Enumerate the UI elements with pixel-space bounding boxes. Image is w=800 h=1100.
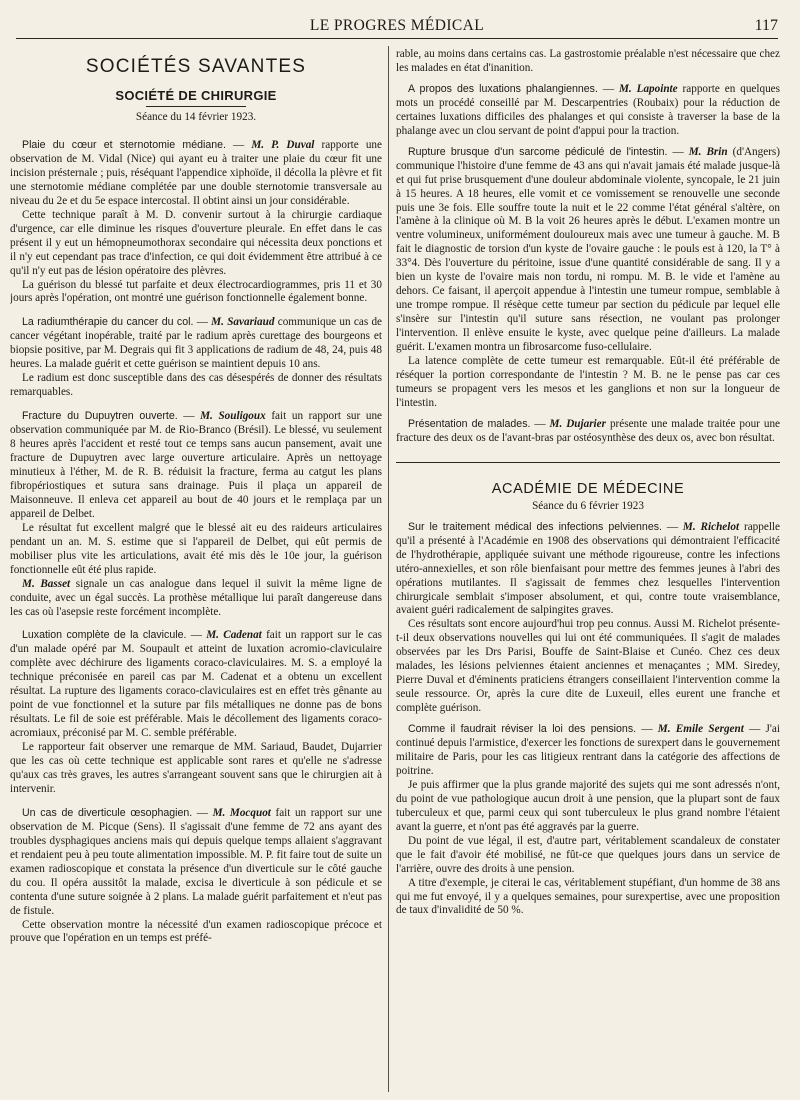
academy-session-date: Séance du 6 février 1923 (532, 499, 644, 512)
article (10, 139, 382, 306)
article-author: M. Richelot (682, 520, 740, 533)
article-author: M. Basset (22, 577, 71, 590)
article-lead: Plaie du cœur et sternotomie médiane. (22, 139, 226, 151)
paragraph: Comme il faudrait réviser la loi des pensions. — M. Emile Sergent — J'ai continué depuis l'armistice, d'exercer les fonctions de surexpert dans le gouvernement militaire de Paris, pour les cas litigieux rentrant dans la catégorie des affections de poitrine. (396, 723, 780, 777)
paragraph: M. Basset signale un cas analogue dans lequel il suivit la même ligne de conduite, avec un égal succès. La prothèse métallique lui paraît dangereuse dans les cas où l'asepsie reste forcément incomplète. (10, 577, 382, 618)
article-author: M. P. Duval (251, 139, 315, 151)
right-column (396, 48, 780, 1096)
section-separator (396, 462, 780, 463)
paragraph: Présentation de malades. — M. Dujarier présente une malade traitée pour une fracture des deux os de l'avant-bras par ostéosynthèse des deux os, avec bon résultat. (396, 417, 780, 444)
article-author: M. Dujarier (549, 417, 606, 430)
article-lead: Sur le traitement médical des infections pelviennes. (408, 520, 662, 533)
title-rule (146, 106, 246, 107)
paragraph: Rupture brusque d'un sarcome pédiculé de l'intestin. — M. Brin (d'Angers) communique l'histoire d'une femme de 43 ans qui n'avait jamais été malade jusque-là et qui fut prise brusquement d'une douleur abdominale violente, syncopale, le 21 juin à 15 heures. A 18 heures, elle vomit et ce vomissement se renouvelle une seconde puis une 3e fois. Elle souffre toute la nuit et le 22 comme l'état général s'altère, on l'amène à la clinique où M. B la voit 26 heures après le début. L'examen montre un ventre volumineux, uniformément douloureux mais avec une tumeur à gauche. M. B fait le diagnostic de torsion d'un kyste de l'ovaire gauche : le pouls est à 120, la T° à 33°4. Dès l'ouverture du péritoine, issue d'une quantité considérable de sang. Il y a bien un kyste de l'ovaire mais non tordu, ni rompu. M. B. le vide et l'amène au dehors. Ce faisant, il aperçoit appendue à l'intestin une tumeur rompue, semblable à une trompe rompue. Il résèque cette tumeur par section du pédicule par lequel elle s'insère sur l'intestin qu'il suture sans résection, ne voulant pas prolonger l'intervention. Il enlève ensuite le kyste, avec quelque peine d'ailleurs. La malade guérit. L'examen montra un fibrosarcome fuso-cellulaire. (396, 145, 780, 354)
paragraph: Je puis affirmer que la plus grande majorité des sujets qui me sont adressés n'ont, du point de vue pathologique aucun droit à une pension, que la plupart sont de faux tuberculeux et que, parmi ceux qui sont tuberculeux le plus grand nombre l'étaient avant la guerre, et n'ont pas été aggravés par la guerre. (396, 778, 780, 833)
paragraph: Un cas de diverticule œsophagien. — M. Mocquot fait un rapport sur une observation de M. Picque (Sens). Il s'agissait d'une femme de 72 ans ayant des troubles dysphagiques anciens mais qui depuis quelque temps allaient s'aggravant et rendaient peu à peu toute alimentation impossible. M. P. fit faire tout de suite un examen radioscopique et constata la présence d'un diverticule sur le côté gauche du cou. Il opéra aussitôt la malade, excisa le diverticule à son pédicule et se contenta d'une suture soignée à 2 plans. La malade guérit parfaitement et n'eut pas de fistule. (10, 806, 382, 917)
paragraph: Du point de vue légal, il est, d'autre part, véritablement scandaleux de constater que le fait d'avoir été mobilisé, ne fût-ce que quelques jours dans un service de l'arrière, ouvre des droits à une pension. (396, 834, 780, 875)
session-date: Séance du 14 février 1923. (135, 111, 257, 123)
article-lead: Fracture du Dupuytren ouverte. (22, 410, 178, 423)
paragraph: Cette observation montre la nécessité d'un examen radioscopique précoce et prouve que l'opération en un temps est préfé- (10, 918, 382, 945)
article-author: M. Cadenat (206, 629, 262, 642)
left-column (10, 48, 382, 1096)
article-lead: Présentation de malades. (408, 417, 531, 430)
paragraph: Plaie du cœur et sternotomie médiane. — M. P. Duval rapporte une observation de M. Vidal (Nice) qui ayant eu à traiter une plaie du cœur fit une incision présternale ; puis, réséquant l'appendice xiphoïde, il décolla la plèvre et fit une sternotomie médiane complétée par une double sternotomie transversale au niveau du 2e et du 5e espace intercostal. Il obtint ainsi un jour considérable. (10, 139, 382, 207)
article-author: M. Brin (688, 145, 728, 158)
paragraph: Le résultat fut excellent malgré que le blessé ait eu des raideurs articulaires pendant un an. M. S. estime que si l'appareil de Delbet, qui eût permis de mobiliser plus vite les articulations, avait été mis dès le 10e jour, la guérison fonctionnelle eût été plus rapide. (10, 521, 382, 576)
article (10, 629, 382, 796)
academy-title: ACADÉMIE DE MÉDECINE (491, 480, 685, 497)
paragraph: Luxation complète de la clavicule. — M. Cadenat fait un rapport sur le cas d'un malade opéré par M. Soupault et atteint de luxation acromio-claviculaire complète avec déchirure des ligaments coraco-claviculaires. M. S. a employé la technique préconisée en pareil cas par M. Cadenat et a obtenu un excellent résultat. La rupture des ligaments coraco-claviculaires est en effet très gênante au point de vue fonctionnel et la suture par fils métalliques ne donne pas de bons résultats. Le fil de soie est préférable. Mais le décollement des ligaments coraco-acromiaux, préconisé par M. C. semble préférable. (10, 629, 382, 740)
running-header (16, 10, 778, 39)
article (396, 83, 780, 139)
paragraph: Fracture du Dupuytren ouverte. — M. Souligoux fait un rapport sur une observation communiquée par M. de Rio-Branco (Brésil). Le blessé, vu seulement 8 heures après l'accident et resté tout ce temps sans aucun pansement, avait une fracture de Dupuytren avec large ouverture articulaire. Après un nettoyage minutieux à l'éther, M. de R. B. réduisit la fracture, ferma au catgut les plans fibropériostiques et sutura sans drainage. Puis il plaça un appareil de Maisonneuve. Il enleva cet appareil au bout de 40 jours et le remplaça par un appareil de Delbet. (10, 410, 382, 520)
paragraph: La guérison du blessé tut parfaite et deux électrocardiogrammes, pris 11 et 30 jours après l'opération, ont montré une guérison fonctionnelle également bonne. (10, 278, 382, 305)
paragraph: Sur le traitement médical des infections pelviennes. — M. Richelot rappelle qu'il a présenté à l'Académie en 1908 des observations qui démontraient l'efficacité de l'hydrothérapie, appliquée suivant une méthode rigoureuse, contre les infections utéro-annexielles, et son rôle bienfaisant pour mettre des femmes jeunes à l'abri des opérations mutilantes. Il s'agissait de femmes chez lesquelles l'intervention chirurgicale semblait s'imposer absolument, et qui, contre toute vraisemblance, avaient guéri radicalement de salpingites graves. (396, 520, 780, 617)
society-title: SOCIÉTÉ DE CHIRURGIE (115, 88, 277, 103)
article-author: M. Mocquot (212, 806, 271, 819)
article-lead: A propos des luxations phalangiennes. (408, 82, 598, 95)
article (396, 418, 780, 446)
paragraph: Ces résultats sont encore aujourd'hui trop peu connus. Aussi M. Richelot présente-t-il deux observations nouvelles qui lui ont été communiquées. Il s'agit de malades observées par les Drs Parisi, Bouffe de Saint-Blaise et Cunéo. Chez ces deux malades, les lésions pelviennes étaient anciennes et menaçantes ; MM. Siredey, Pierre Duval et d'éminents praticiens étrangers conseillaient l'intervention comme la seule ressource. Or, après la cure dite de Luxeuil, elles eurent une franche et complète guérison. (396, 618, 780, 715)
article (10, 316, 382, 400)
paragraph: La latence complète de cette tumeur est remarquable. Eût-il été préférable de réséquer la portion correspondante de l'intestin ? M. B. ne le pense pas car ces tumeurs se propagent vers les mesos et les ganglions et non sur la longueur de l'intestin. (396, 355, 780, 409)
journal-name: LE PROGRES MÉDICAL (309, 17, 485, 34)
column-divider (388, 46, 389, 1092)
paragraph: La radiumthérapie du cancer du col. — M. Savariaud communique un cas de cancer végétant inopérable, traité par le radium après curettage des bourgeons et biopsie positive, par M. Degrais qui fit 3 applications de radium de 48, 24, puis 48 heures. La malade guérit et cette guérison se maintient depuis 10 ans. (10, 316, 382, 371)
article-lead: Un cas de diverticule œsophagien. (22, 806, 193, 819)
article (396, 723, 780, 918)
article (10, 807, 382, 947)
section-title: SOCIÉTÉS SAVANTES (85, 56, 307, 77)
paragraph: Le radium est donc susceptible dans des cas désespérés de donner des résultats remarquables. (10, 372, 382, 399)
article-author: M. Emile Sergent (657, 723, 744, 736)
article-lead: La radiumthérapie du cancer du col. (22, 316, 194, 329)
paragraph: Le rapporteur fait observer une remarque de MM. Sariaud, Baudet, Dujarrier que les cas où cette technique est applicable sont rares et qu'elle ne s'adresse qu'aux cas très graves, les autres s'arrangeant souvent sans que le chirurgien ait à intervenir. (10, 741, 382, 795)
paragraph: A titre d'exemple, je citerai le cas, véritablement stupéfiant, d'un homme de 38 ans qui me fut envoyé, il y a quelques semaines, pour surexpertise, avec une proposition de taux d'invalidité de 50 %. (396, 876, 780, 917)
page-number: 117 (754, 17, 778, 34)
article (10, 410, 382, 619)
paragraph: A propos des luxations phalangiennes. — M. Lapointe rapporte en quelques mots un procédé conseillé par M. Descarpentries (Roubaix) pour la réduction de certaines luxations difficiles des phalanges et qui consiste à traverser la base de la phalange avec un clou servant de point d'appui pour la traction. (396, 82, 780, 137)
article-author: M. Souligoux (200, 410, 266, 423)
paragraph: Cette technique paraît à M. D. convenir surtout à la chirurgie cardiaque d'urgence, car elle diminue les risques d'ouverture pleurale. En effet dans le cas présent il y eut un hémopneumothorax secondaire qui nécessita deux ponctions et il n'y eut cependant pas trace d'infection, ce qui doit évidemment être attribué à ce qu'il n'y eut pas de lésion opératoire des plèvres. (10, 208, 382, 277)
article (396, 521, 780, 716)
article-author: M. Savariaud (211, 316, 275, 329)
article-author: M. Lapointe (618, 82, 678, 95)
article (396, 146, 780, 411)
article-lead: Comme il faudrait réviser la loi des pensions. (408, 723, 637, 736)
continued-paragraph: rable, au moins dans certains cas. La gastrostomie préalable n'est nécessaire que chez les malades en état d'inanition. (396, 48, 780, 74)
article-lead: Luxation complète de la clavicule. (22, 629, 187, 642)
article-lead: Rupture brusque d'un sarcome pédiculé de l'intestin. (408, 145, 668, 158)
